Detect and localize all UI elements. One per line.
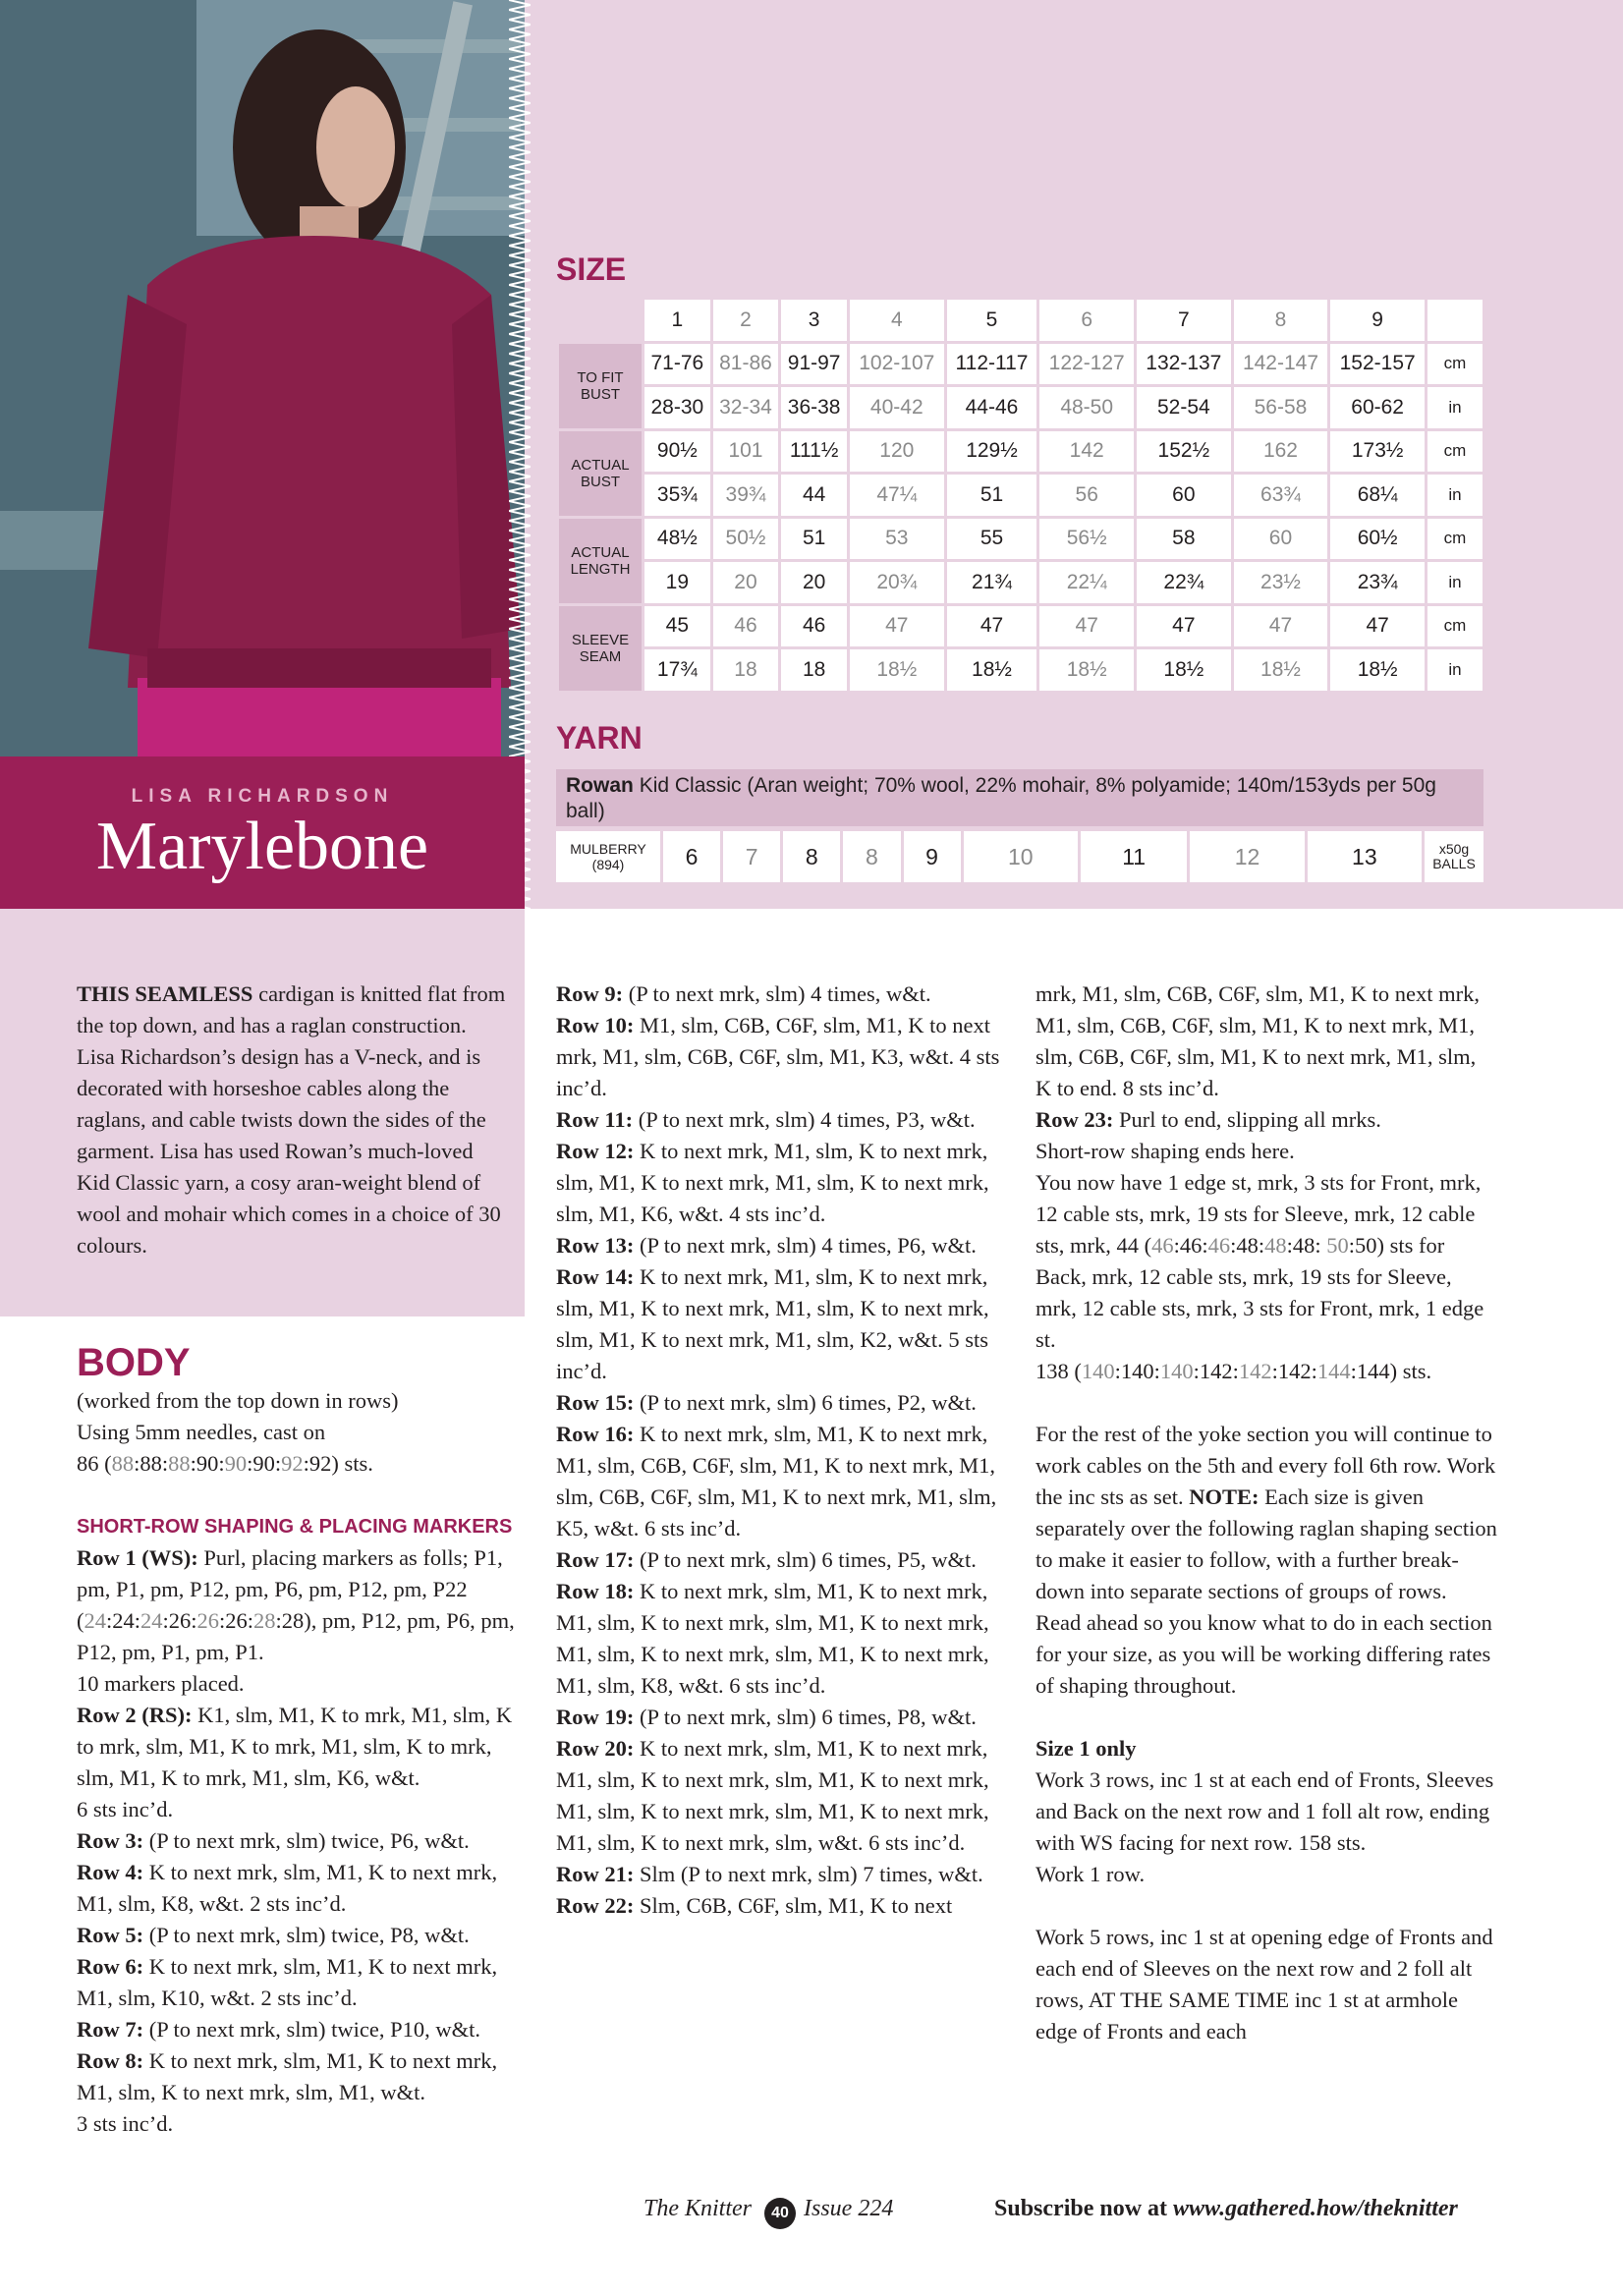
row-instruction: Row 17: (P to next mrk, slm) 6 times, P5, w&t. <box>556 1547 977 1572</box>
size-cell: 68¼ <box>1330 475 1425 516</box>
row-instruction: Row 23: Purl to end, slipping all mrks. Short-row shaping ends here. <box>1035 1107 1381 1163</box>
balls-cell: 8 <box>783 831 840 882</box>
size-cell: 173½ <box>1330 431 1425 473</box>
balls-unit: x50g BALLS <box>1425 831 1483 882</box>
size-cell: 47 <box>1137 606 1231 647</box>
yarn-brand: Rowan <box>566 774 634 797</box>
intro-lead: THIS SEAMLESS <box>77 981 253 1006</box>
row-instruction: Row 20: K to next mrk, slm, M1, K to next mrk, M1, slm, K to next mrk, slm, M1, K to next mrk, M1, slm, K to next mrk, slm, M1, K to next mrk, M1, slm, K to next mrk, slm, w&t. 6 sts inc’d. <box>556 1736 989 1855</box>
size-cell: 8 <box>1234 300 1328 341</box>
row-instruction: Row 8: K to next mrk, slm, M1, K to next mrk, M1, slm, K to next mrk, slm, M1, w&t. 3 sts inc’d. <box>77 2048 498 2136</box>
stitch-summary: You now have 1 edge st, mrk, 3 sts for Front, mrk, 12 cable sts, mrk, 19 sts for Sleeve, mrk, 12 cable sts, mrk, 44 (46:46:46:48:48:48: 50:50) sts for Back, mrk, 12 cable sts, mrk, 19 sts for Sleeve, mrk, 12 cable sts, mrk, 3 sts for Front, mrk, 1 edge st. 138 (140:140:140:142:142:142:144:144) sts. <box>1035 1170 1484 1383</box>
body-column-2 <box>556 979 1008 1922</box>
balls-cell: 11 <box>1081 831 1188 882</box>
size-cell: 17¾ <box>644 649 710 691</box>
size-cell: 18½ <box>947 649 1037 691</box>
row-label-actual-bust: ACTUAL BUST <box>559 431 642 516</box>
unit-cell: cm <box>1427 606 1483 647</box>
row-instruction: Row 9: (P to next mrk, slm) 4 times, w&t. <box>556 981 931 1006</box>
size-1-instructions: Work 3 rows, inc 1 st at each end of Fronts, Sleeves and Back on the next row and 1 foll alt row, ending with WS facing for next row. 158 sts. Work 1 row. <box>1035 1767 1494 1886</box>
size-cell: 47 <box>1234 606 1328 647</box>
sleeve-seam-cm-row <box>559 606 1483 647</box>
size-cell: 9 <box>1330 300 1425 341</box>
size-cell: 2 <box>713 300 779 341</box>
balls-cell: 9 <box>904 831 961 882</box>
yarn-heading: YARN <box>556 720 643 756</box>
row-instruction: Row 21: Slm (P to next mrk, slm) 7 times, w&t. <box>556 1862 983 1886</box>
yoke-instructions: For the rest of the yoke section you will continue to work cables on the 5th and every foll 6th row. Work the inc sts as set. NOTE: Each size is given separately over the following raglan shaping section to make it easier to follow, with a further break-down into separate sections of groups of rows. Read ahead so you know what to do in each section for your size, as you will be working differing rates of shaping throughout. <box>1035 1422 1497 1698</box>
size-cell: 5 <box>947 300 1037 341</box>
row-instruction: Row 15: (P to next mrk, slm) 6 times, P2, w&t. <box>556 1390 977 1415</box>
row-instruction: Row 6: K to next mrk, slm, M1, K to next mrk, M1, slm, K10, w&t. 2 sts inc’d. <box>77 1954 498 2010</box>
size-cell: 47¼ <box>850 475 944 516</box>
row-instruction: Row 4: K to next mrk, slm, M1, K to next mrk, M1, slm, K8, w&t. 2 sts inc’d. <box>77 1860 498 1916</box>
size-cell: 56 <box>1039 475 1134 516</box>
size-cell: 36-38 <box>781 387 847 428</box>
size-cell: 162 <box>1234 431 1328 473</box>
row-instruction: mrk, M1, slm, C6B, C6F, slm, M1, K to next mrk, M1, slm, C6B, C6F, slm, M1, K to next mrk, M1, slm, C6B, C6F, slm, M1, K to next mrk, M1, slm, K to end. 8 sts inc’d. <box>1035 981 1480 1100</box>
row-instruction: Row 22: Slm, C6B, C6F, slm, M1, K to next <box>556 1893 953 1918</box>
size-cell: 60 <box>1137 475 1231 516</box>
size-cell: 111½ <box>781 431 847 473</box>
size-cell: 18½ <box>1234 649 1328 691</box>
size-cell: 90½ <box>644 431 710 473</box>
row-instruction: Row 11: (P to next mrk, slm) 4 times, P3, w&t. <box>556 1107 976 1132</box>
size-cell: 132-137 <box>1137 344 1231 385</box>
body-column-1 <box>77 1385 529 2140</box>
size-cell: 47 <box>1330 606 1425 647</box>
size-cell: 18 <box>781 649 847 691</box>
size-cell: 120 <box>850 431 944 473</box>
balls-cell: 13 <box>1308 831 1422 882</box>
size-cell: 6 <box>1039 300 1134 341</box>
footer-subscribe <box>994 2196 1458 2222</box>
row-label-sleeve-seam: SLEEVE SEAM <box>559 606 642 691</box>
body-subtitle: (worked from the top down in rows) <box>77 1388 399 1413</box>
size-cell: 56½ <box>1039 519 1134 560</box>
unit-cell: in <box>1427 387 1483 428</box>
size-cell: 18 <box>713 649 779 691</box>
body-heading: BODY <box>77 1341 191 1384</box>
actual-length-cm-row <box>559 519 1483 560</box>
row-instruction: Row 12: K to next mrk, M1, slm, K to next mrk, slm, M1, K to next mrk, M1, slm, K to next mrk, slm, M1, K6, w&t. 4 sts inc’d. <box>556 1139 989 1226</box>
pattern-title: Marylebone <box>95 809 429 884</box>
row-instruction: Row 18: K to next mrk, slm, M1, K to next mrk, M1, slm, K to next mrk, slm, M1, K to next mrk, M1, slm, K to next mrk, slm, M1, K to next mrk, M1, slm, K8, w&t. 6 sts inc’d. <box>556 1579 989 1698</box>
size-cell: 63¾ <box>1234 475 1328 516</box>
size-cell: 47 <box>947 606 1037 647</box>
unit-cell: in <box>1427 649 1483 691</box>
size-cell: 48-50 <box>1039 387 1134 428</box>
size-table <box>556 297 1485 694</box>
size-heading: SIZE <box>556 252 627 287</box>
row-instruction: Row 1 (WS): Purl, placing markers as folls; P1, pm, P1, pm, P12, pm, P6, pm, P12, pm, P22 (24:24:24:26:26:26:28:28), pm, P12, pm, P6, pm, P12, pm, P1, pm, P1. 10 markers placed. <box>77 1545 515 1696</box>
size-cell: 35¾ <box>644 475 710 516</box>
row-instruction: Row 19: (P to next mrk, slm) 6 times, P8, w&t. <box>556 1705 977 1729</box>
subscribe-text: Subscribe now at <box>994 2196 1168 2221</box>
size-cell: 122-127 <box>1039 344 1134 385</box>
size-1-heading: Size 1 only <box>1035 1736 1137 1761</box>
size-cell: 142 <box>1039 431 1134 473</box>
size-cell: 4 <box>850 300 944 341</box>
balls-cell: 8 <box>843 831 900 882</box>
size-cell: 47 <box>1039 606 1134 647</box>
author-name: LISA RICHARDSON <box>131 786 394 807</box>
row-instruction: Row 13: (P to next mrk, slm) 4 times, P6, w&t. <box>556 1233 977 1258</box>
row-label-bust: TO FIT BUST <box>559 344 642 428</box>
size-1-instructions: Work 5 rows, inc 1 st at opening edge of Fronts and each end of Sleeves on the next row and 2 foll alt rows, AT THE SAME TIME inc 1 st at armhole edge of Fronts and each <box>1035 1925 1493 2044</box>
row-instruction: Row 2 (RS): K1, slm, M1, K to mrk, M1, slm, K to mrk, slm, M1, K to mrk, M1, slm, K to mrk, slm, M1, K to mrk, M1, slm, K6, w&t. 6 sts inc’d. <box>77 1703 513 1821</box>
yarn-balls-row <box>556 831 1483 882</box>
intro-text <box>77 979 509 1261</box>
size-cell: 51 <box>781 519 847 560</box>
size-cell: 142-147 <box>1234 344 1328 385</box>
unit-cell: cm <box>1427 431 1483 473</box>
yarn-details: Kid Classic (Aran weight; 70% wool, 22% mohair, 8% polyamide; 140m/153yds per 50g ball) <box>566 774 1436 822</box>
size-cell: 91-97 <box>781 344 847 385</box>
size-cell: 21¾ <box>947 562 1037 603</box>
size-cell: 46 <box>781 606 847 647</box>
size-cell: 3 <box>781 300 847 341</box>
unit-cell: in <box>1427 562 1483 603</box>
size-cell: 46 <box>713 606 779 647</box>
size-cell: 112-117 <box>947 344 1037 385</box>
size-cell: 32-34 <box>713 387 779 428</box>
page-footer <box>0 2196 1623 2231</box>
cast-on-count: 86 (88:88:88:90:90:90:92:92) sts. <box>77 1451 373 1476</box>
size-cell: 51 <box>947 475 1037 516</box>
size-cell: 56-58 <box>1234 387 1328 428</box>
balls-cell: 12 <box>1190 831 1304 882</box>
unit-cell: cm <box>1427 344 1483 385</box>
size-cell: 152½ <box>1137 431 1231 473</box>
cardigan-model-illustration <box>0 0 525 756</box>
size-cell: 44 <box>781 475 847 516</box>
body-column-3 <box>1035 979 1497 2047</box>
actual-bust-in-row <box>559 475 1483 516</box>
sleeve-seam-in-row <box>559 649 1483 691</box>
row-instruction: Row 5: (P to next mrk, slm) twice, P8, w&t. <box>77 1923 470 1947</box>
size-cell: 23¾ <box>1330 562 1425 603</box>
size-cell: 81-86 <box>713 344 779 385</box>
row-instruction: Row 10: M1, slm, C6B, C6F, slm, M1, K to next mrk, M1, slm, C6B, C6F, slm, M1, K3, w&t. 4 sts inc’d. <box>556 1013 1000 1100</box>
size-cell: 45 <box>644 606 710 647</box>
size-cell: 18½ <box>1137 649 1231 691</box>
size-cell: 52-54 <box>1137 387 1231 428</box>
size-cell: 18½ <box>850 649 944 691</box>
yarn-shade: MULBERRY (894) <box>556 831 660 882</box>
size-cell: 152-157 <box>1330 344 1425 385</box>
unit-cell: cm <box>1427 519 1483 560</box>
size-cell: 53 <box>850 519 944 560</box>
size-cell: 60½ <box>1330 519 1425 560</box>
size-cell: 20 <box>713 562 779 603</box>
balls-cell: 10 <box>964 831 1078 882</box>
balls-cell: 6 <box>663 831 720 882</box>
footer-issue: Issue 224 <box>804 2196 894 2221</box>
size-cell: 102-107 <box>850 344 944 385</box>
bust-in-row <box>559 387 1483 428</box>
short-row-heading: SHORT-ROW SHAPING & PLACING MARKERS <box>77 1516 513 1538</box>
actual-bust-cm-row <box>559 431 1483 473</box>
bust-cm-row <box>559 344 1483 385</box>
size-cell: 28-30 <box>644 387 710 428</box>
size-cell: 58 <box>1137 519 1231 560</box>
size-cell: 40-42 <box>850 387 944 428</box>
size-cell: 7 <box>1137 300 1231 341</box>
size-cell: 1 <box>644 300 710 341</box>
yarn-description <box>556 769 1483 826</box>
subscribe-link[interactable]: www.gathered.how/theknitter <box>1173 2196 1458 2221</box>
balls-cell: 7 <box>723 831 780 882</box>
size-cell: 39¾ <box>713 475 779 516</box>
size-cell: 20 <box>781 562 847 603</box>
unit-cell: in <box>1427 475 1483 516</box>
footer-magazine: The Knitter <box>644 2196 753 2221</box>
size-cell: 18½ <box>1039 649 1134 691</box>
size-cell: 48½ <box>644 519 710 560</box>
size-row-numbers <box>559 300 1483 341</box>
cast-on-line: Using 5mm needles, cast on <box>77 1420 326 1444</box>
size-cell: 60 <box>1234 519 1328 560</box>
size-cell: 47 <box>850 606 944 647</box>
yarn-table <box>553 828 1486 885</box>
size-cell: 22¼ <box>1039 562 1134 603</box>
row-instruction: Row 16: K to next mrk, slm, M1, K to next mrk, M1, slm, C6B, C6F, slm, M1, K to next mrk, M1, slm, C6B, C6F, slm, M1, K to next mrk, M1, slm, K5, w&t. 6 sts inc’d. <box>556 1422 997 1540</box>
size-cell: 129½ <box>947 431 1037 473</box>
corner-cell <box>559 300 642 341</box>
size-cell: 18½ <box>1330 649 1425 691</box>
size-cell: 60-62 <box>1330 387 1425 428</box>
unit-cell <box>1427 300 1483 341</box>
row-instruction: Row 14: K to next mrk, M1, slm, K to next mrk, slm, M1, K to next mrk, M1, slm, K to next mrk, slm, M1, K to next mrk, M1, slm, K2, w&t. 5 sts inc’d. <box>556 1264 989 1383</box>
size-cell: 19 <box>644 562 710 603</box>
size-cell: 101 <box>713 431 779 473</box>
intro-body: cardigan is knitted flat from the top down, and has a raglan construction. Lisa Richardson’s design has a V-neck, and is decorated with horseshoe cables along the raglans, and cable twists down the sides of the garment. Lisa has used Rowan’s much-loved Kid Classic yarn, a cosy aran-weight blend of wool and mohair which comes in a choice of 30 colours. <box>77 981 506 1258</box>
model-photo <box>0 0 525 756</box>
size-cell: 55 <box>947 519 1037 560</box>
row-instruction: Row 3: (P to next mrk, slm) twice, P6, w&t. <box>77 1828 470 1853</box>
size-cell: 20¾ <box>850 562 944 603</box>
page-number: 40 <box>764 2198 796 2229</box>
size-cell: 44-46 <box>947 387 1037 428</box>
actual-length-in-row <box>559 562 1483 603</box>
size-cell: 71-76 <box>644 344 710 385</box>
row-label-actual-length: ACTUAL LENGTH <box>559 519 642 603</box>
row-instruction: Row 7: (P to next mrk, slm) twice, P10, w&t. <box>77 2017 481 2042</box>
size-cell: 22¾ <box>1137 562 1231 603</box>
size-cell: 50½ <box>713 519 779 560</box>
size-cell: 23½ <box>1234 562 1328 603</box>
